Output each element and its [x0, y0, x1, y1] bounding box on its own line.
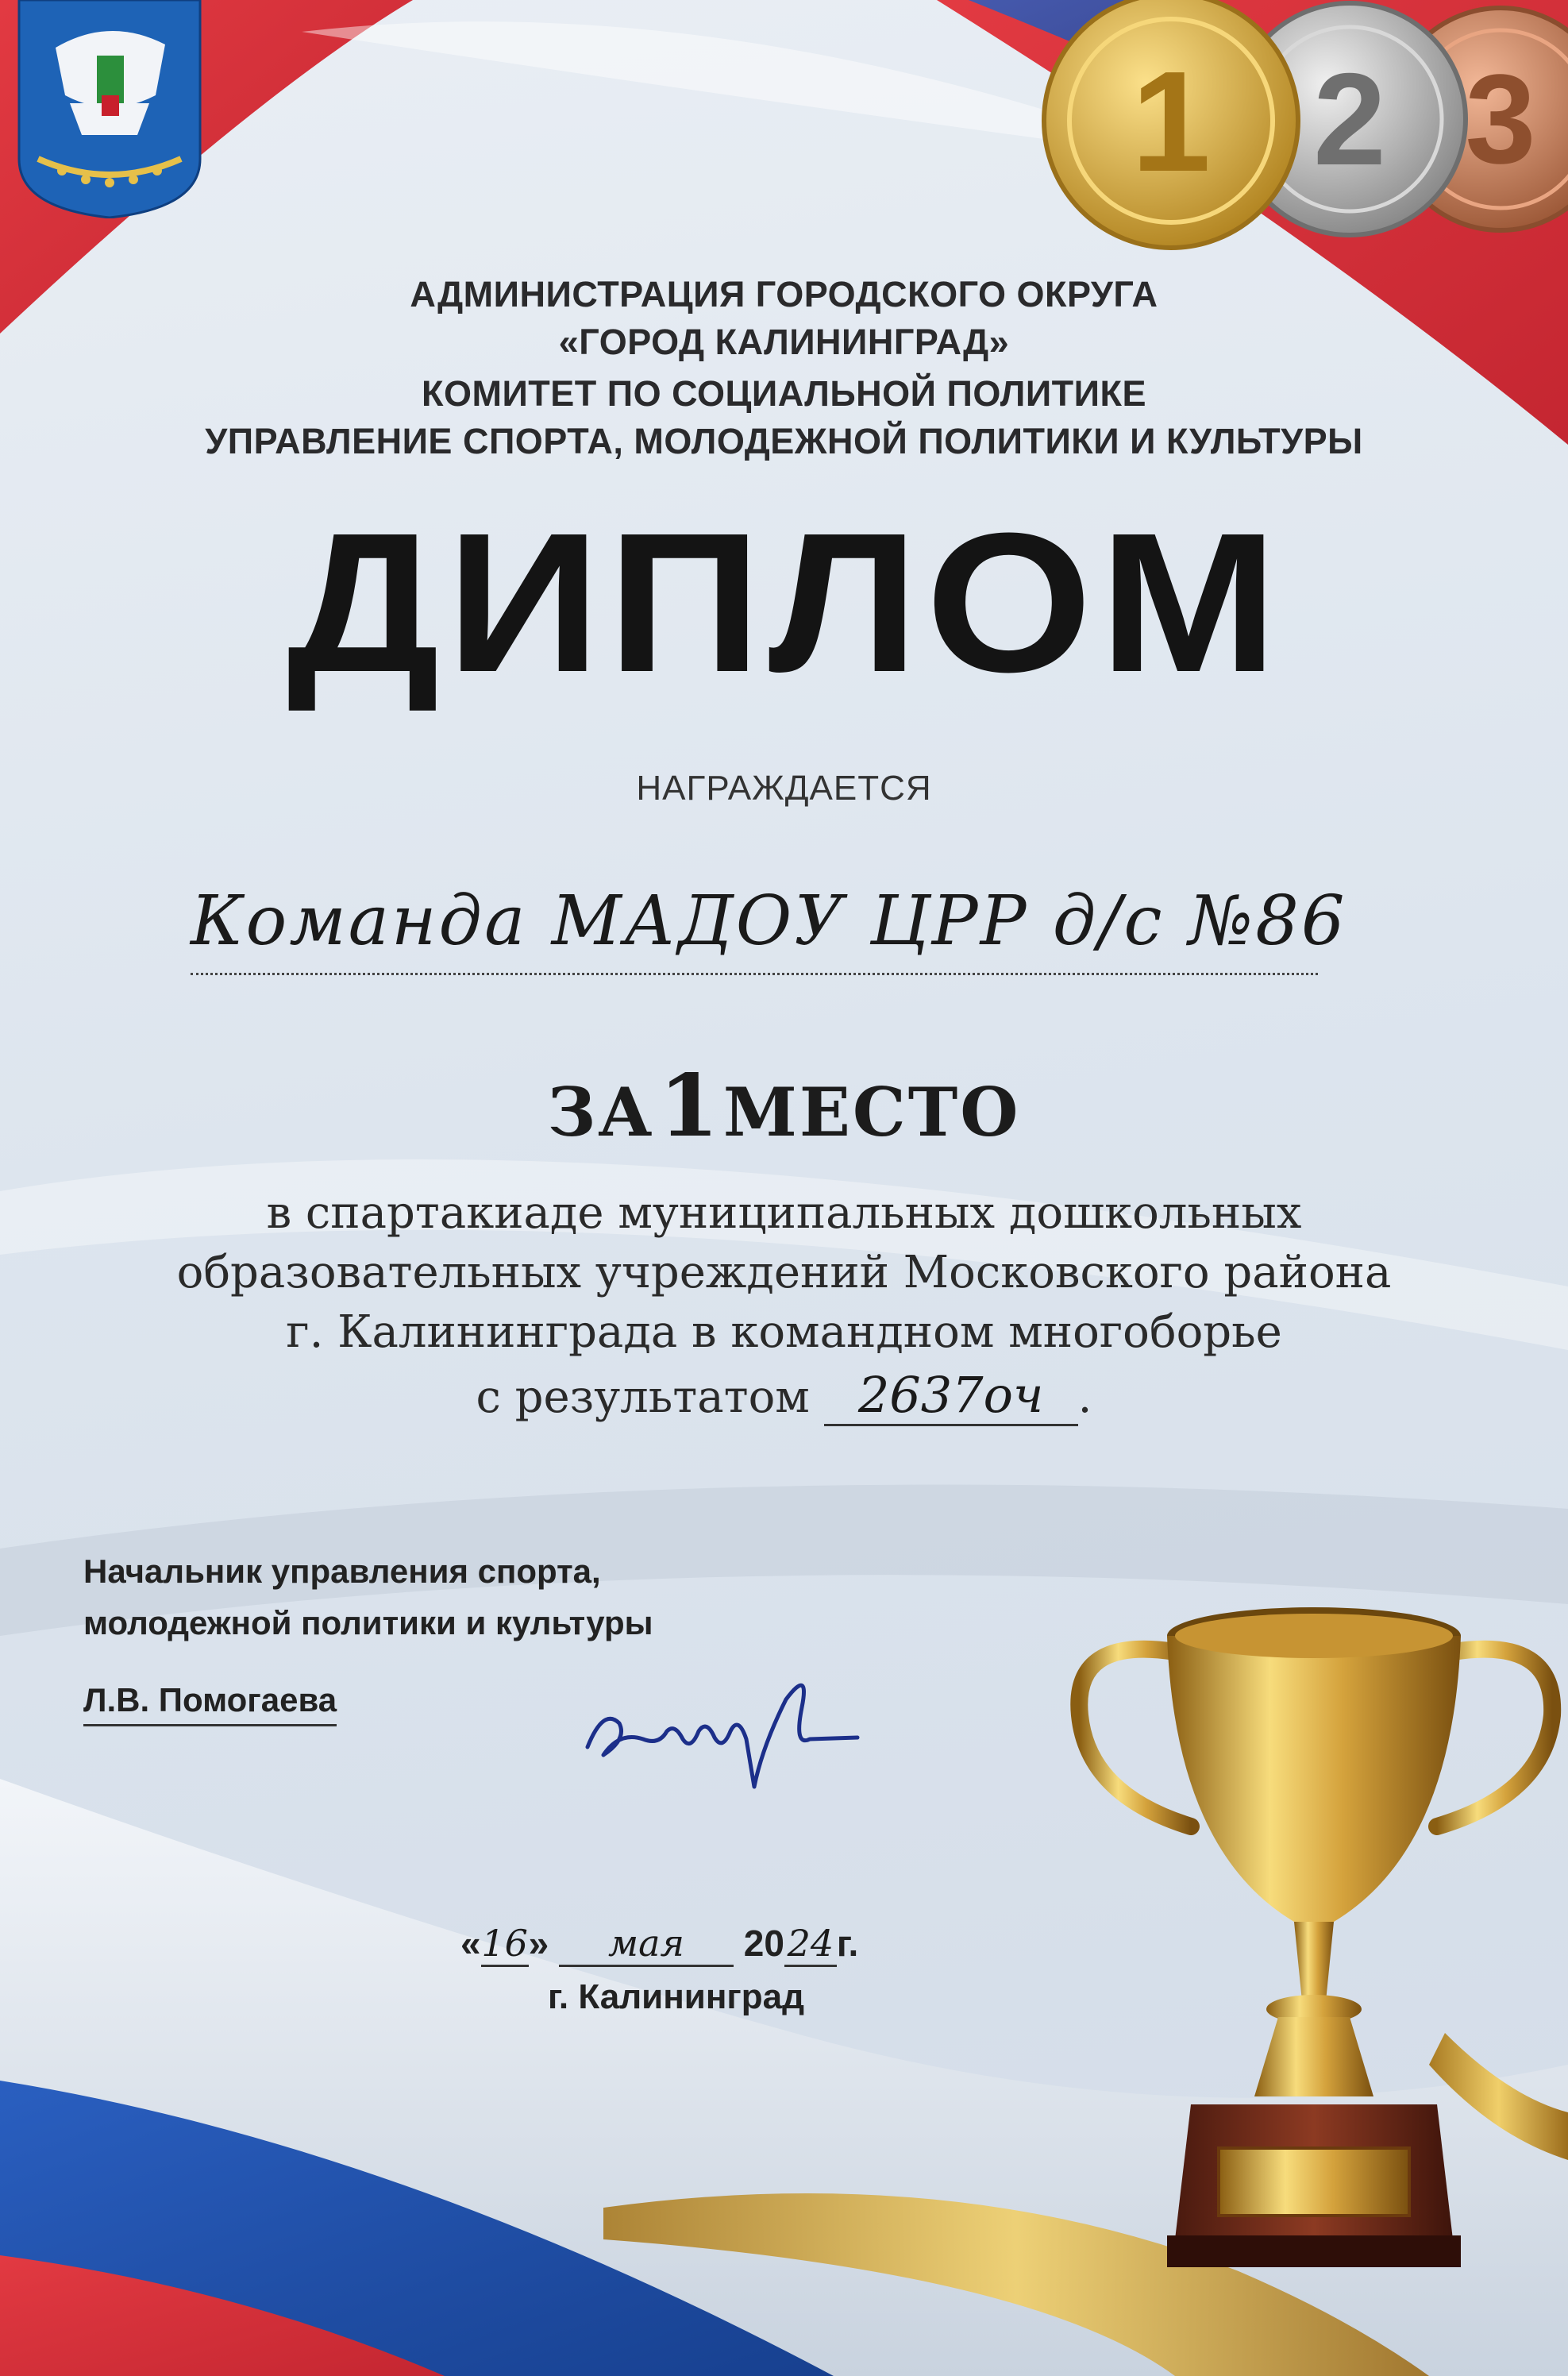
signer-name: Л.В. Помогаева — [83, 1681, 337, 1726]
recipient-handwritten: Команда МАДОУ ЦРР д/с №86 — [191, 881, 1347, 961]
date-close-quote: » — [528, 1923, 549, 1964]
result-value-handwritten: 2637оч — [824, 1366, 1078, 1426]
description-line-1: в спартакиаде муниципальных дошкольных — [266, 1187, 1302, 1239]
date-day: 16 — [481, 1922, 529, 1967]
signer-position-line-1: Начальник управления спорта, — [83, 1552, 601, 1590]
result-prefix: с результатом — [476, 1371, 810, 1423]
awarded-label: НАГРАЖДАЕТСЯ — [636, 769, 932, 808]
place-number: 1 — [659, 1056, 719, 1156]
recipient-underline — [191, 973, 1318, 975]
trophy-icon — [1056, 1588, 1568, 2271]
date-year-suffix: 24 — [784, 1922, 837, 1967]
handwritten-signature — [572, 1652, 873, 1811]
place-suffix: МЕСТО — [722, 1073, 1021, 1151]
medal-label-2: 2 — [1313, 46, 1386, 192]
header-administration: АДМИНИСТРАЦИЯ ГОРОДСКОГО ОКРУГА — [410, 274, 1158, 314]
city: г. Калининград — [548, 1977, 805, 2016]
diploma-title: ДИПЛОМ — [287, 492, 1285, 713]
date-row — [460, 1922, 953, 1967]
medal-label-3: 3 — [1465, 48, 1536, 190]
date-year-end: г. — [836, 1923, 859, 1964]
coat-of-arms-icon — [14, 0, 205, 218]
result-suffix: . — [1077, 1371, 1092, 1423]
place-line — [0, 1056, 1568, 1156]
header-committee: КОМИТЕТ ПО СОЦИАЛЬНОЙ ПОЛИТИКЕ — [421, 373, 1146, 414]
date-open-quote: « — [460, 1923, 481, 1964]
date-month: мая — [559, 1922, 734, 1967]
description-result-row — [0, 1366, 1568, 1426]
medal-label-1: 1 — [1131, 42, 1212, 202]
place-prefix: ЗА — [547, 1073, 655, 1151]
description-line-2: образовательных учреждений Московского района — [176, 1247, 1392, 1298]
header-city: «ГОРОД КАЛИНИНГРАД» — [558, 322, 1010, 362]
date-year-prefix: 20 — [743, 1923, 784, 1964]
header-department: УПРАВЛЕНИЕ СПОРТА, МОЛОДЕЖНОЙ ПОЛИТИКИ И КУЛЬТУРЫ — [205, 421, 1363, 461]
description-line-3: г. Калининграда в командном многоборье — [286, 1306, 1282, 1358]
medals-group — [1032, 0, 1568, 254]
signer-position-line-2: молодежной политики и культуры — [83, 1604, 653, 1641]
gold-medal-icon — [1044, 0, 1298, 248]
